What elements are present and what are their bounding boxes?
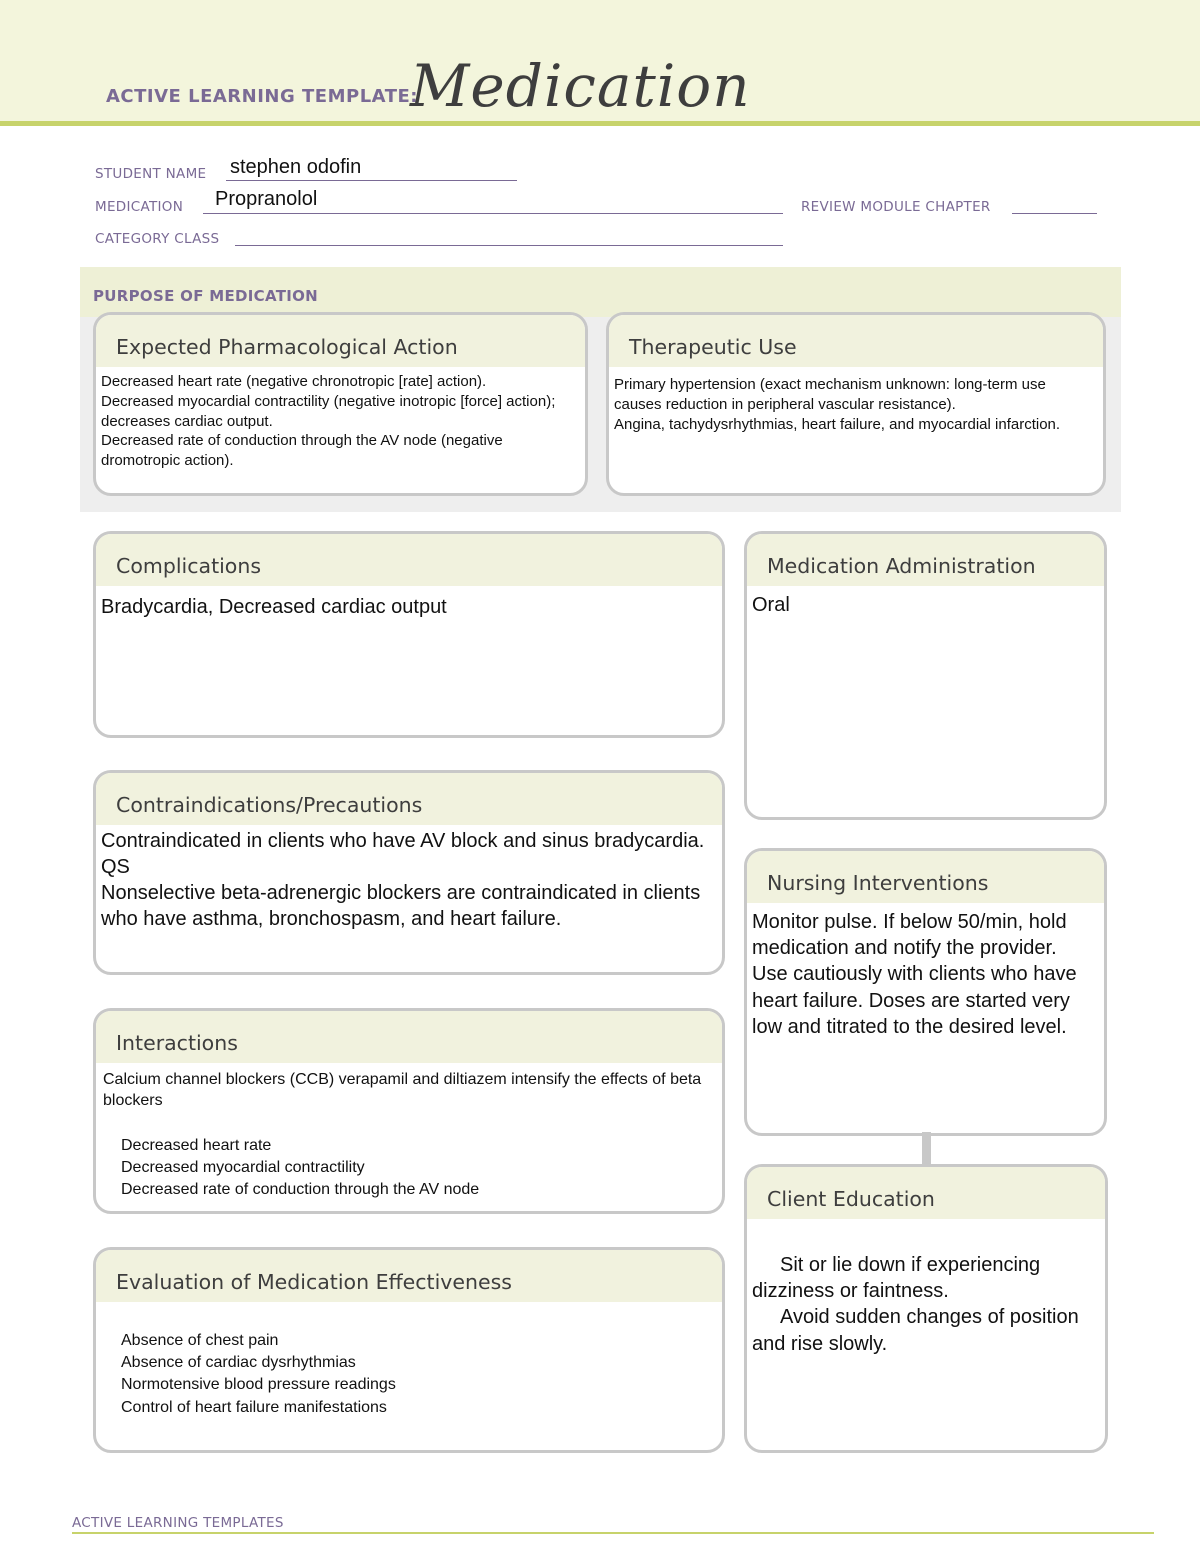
contraindications-title: Contraindications/Precautions bbox=[116, 793, 423, 817]
text-line: Angina, tachydysrhythmias, heart failure, and myocardial infarction. bbox=[614, 415, 1061, 433]
student-name-line bbox=[226, 180, 517, 181]
review-module-label: REVIEW MODULE CHAPTER bbox=[801, 199, 991, 215]
list-item: Decreased rate of conduction through the AV node bbox=[121, 1181, 480, 1198]
therapeutic-use-text bbox=[614, 375, 1093, 434]
nursing-interventions-title: Nursing Interventions bbox=[767, 871, 989, 895]
student-name-field[interactable]: stephen odofin bbox=[230, 156, 362, 178]
text-line: Contraindicated in clients who have AV block and sinus bradycardia. QS bbox=[101, 830, 705, 878]
category-class-field[interactable] bbox=[235, 245, 783, 246]
list-item: Decreased heart rate bbox=[121, 1137, 272, 1154]
text-line: Use cautiously with clients who have heart failure. Doses are started very low and titrated to the desired level. bbox=[752, 963, 1077, 1038]
interactions-title: Interactions bbox=[116, 1031, 238, 1055]
medication-administration-title: Medication Administration bbox=[767, 554, 1036, 578]
text-line: Decreased myocardial contractility (negative inotropic [force] action); decreases cardiac output. bbox=[101, 392, 556, 430]
evaluation-title: Evaluation of Medication Effectiveness bbox=[116, 1270, 512, 1294]
box-connector bbox=[922, 1132, 931, 1166]
student-name-label: STUDENT NAME bbox=[95, 166, 207, 182]
list-item: Decreased myocardial contractility bbox=[121, 1159, 365, 1176]
medication-line bbox=[203, 213, 783, 214]
expected-action-text bbox=[101, 372, 575, 471]
evaluation-box bbox=[93, 1247, 725, 1453]
medication-administration-box bbox=[744, 531, 1107, 820]
list-item: Absence of cardiac dysrhythmias bbox=[121, 1354, 356, 1372]
complications-title: Complications bbox=[116, 554, 262, 578]
text-line: Primary hypertension (exact mechanism unknown: long-term use causes reduction in peripheral vascular resistance). bbox=[614, 376, 1046, 413]
expected-action-box bbox=[93, 312, 588, 496]
interactions-list bbox=[101, 1135, 712, 1201]
medication-field[interactable]: Propranolol bbox=[215, 188, 318, 210]
complications-text: Bradycardia, Decreased cardiac output bbox=[101, 596, 447, 618]
review-module-field[interactable] bbox=[1012, 213, 1097, 214]
interactions-intro: Calcium channel blockers (CCB) verapamil and diltiazem intensify the effects of beta blockers bbox=[103, 1071, 702, 1109]
client-education-title: Client Education bbox=[767, 1187, 935, 1211]
medication-label: MEDICATION bbox=[95, 199, 184, 215]
evaluation-list bbox=[101, 1330, 712, 1419]
therapeutic-use-title: Therapeutic Use bbox=[629, 335, 797, 359]
nursing-interventions-box bbox=[744, 848, 1107, 1136]
contraindications-text bbox=[101, 828, 712, 932]
header-rule bbox=[0, 121, 1200, 126]
list-item: Control of heart failure manifestations bbox=[121, 1398, 387, 1416]
expected-action-title: Expected Pharmacological Action bbox=[116, 335, 458, 359]
category-class-label: CATEGORY CLASS bbox=[95, 231, 220, 247]
client-education-box bbox=[744, 1164, 1108, 1453]
therapeutic-use-box bbox=[606, 312, 1106, 496]
complications-box bbox=[93, 531, 725, 738]
client-education-text bbox=[752, 1252, 1095, 1357]
footer-label: ACTIVE LEARNING TEMPLATES bbox=[72, 1515, 284, 1531]
text-line: Sit or lie down if experiencing dizziness or faintness. bbox=[752, 1254, 1041, 1303]
interactions-box bbox=[93, 1008, 725, 1214]
list-item: Normotensive blood pressure readings bbox=[121, 1376, 396, 1394]
text-line: Avoid sudden changes of position and rise slowly. bbox=[752, 1306, 1079, 1355]
text-line: Monitor pulse. If below 50/min, hold medication and notify the provider. bbox=[752, 911, 1067, 960]
template-label: ACTIVE LEARNING TEMPLATE: bbox=[106, 86, 418, 107]
contraindications-box bbox=[93, 770, 725, 975]
text-line: Nonselective beta-adrenergic blockers are contraindicated in clients who have asthma, bronchospasm, and heart failure. bbox=[101, 882, 701, 930]
purpose-label: PURPOSE OF MEDICATION bbox=[93, 287, 319, 305]
medication-administration-text: Oral bbox=[752, 594, 790, 616]
page-title: Medication bbox=[410, 52, 751, 120]
list-item: Absence of chest pain bbox=[121, 1332, 279, 1349]
text-line: Decreased rate of conduction through the AV node (negative dromotropic action). bbox=[101, 432, 503, 470]
footer-rule bbox=[72, 1532, 1154, 1534]
text-line: Decreased heart rate (negative chronotropic [rate] action). bbox=[101, 373, 487, 390]
nursing-interventions-text bbox=[752, 909, 1094, 1040]
interactions-text bbox=[101, 1070, 712, 1112]
